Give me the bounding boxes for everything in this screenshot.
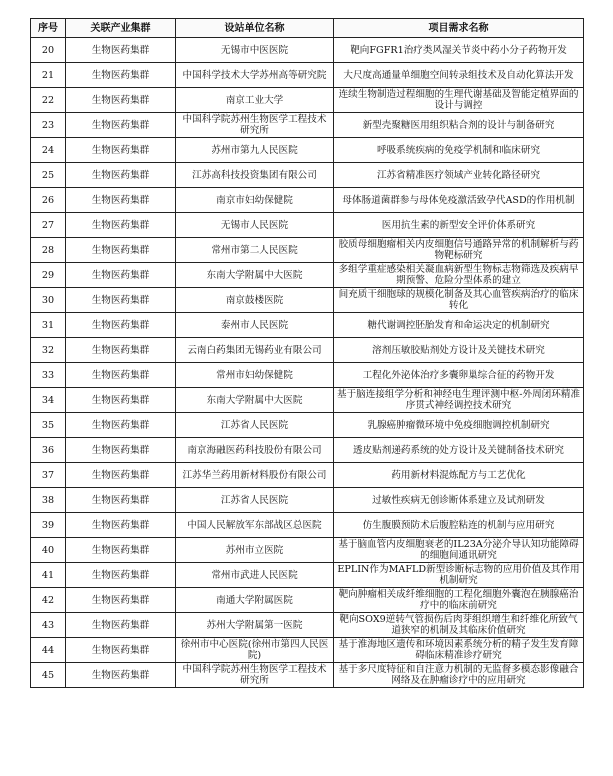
table-row: [31, 188, 584, 213]
cell-project: 过敏性疾病无创诊断体系建立及试剂研发: [334, 488, 584, 513]
table-row: [31, 313, 584, 338]
table-body: [31, 38, 584, 688]
table-row: [31, 638, 584, 663]
table-row: [31, 363, 584, 388]
document-page: [30, 18, 583, 688]
table-row: [31, 238, 584, 263]
cell-cluster: 生物医药集群: [66, 463, 176, 488]
cell-no: 39: [31, 513, 66, 538]
cell-no: 24: [31, 138, 66, 163]
cell-no: 23: [31, 113, 66, 138]
cell-unit: 江苏省人民医院: [176, 488, 334, 513]
cell-project: 基于淮海地区遗传和环境因素系统分析的精子发生发育障碍临床精准诊疗研究: [334, 638, 584, 663]
cell-unit: 江苏高科技投资集团有限公司: [176, 163, 334, 188]
header-unit: 设站单位名称: [176, 19, 334, 38]
cell-unit: 南京市妇幼保健院: [176, 188, 334, 213]
cell-no: 34: [31, 388, 66, 413]
project-table: [30, 18, 584, 688]
cell-project: 胶质母细胞瘤相关内皮细胞信号通路异常的机制解析与药物靶标研究: [334, 238, 584, 263]
table-row: [31, 163, 584, 188]
cell-cluster: 生物医药集群: [66, 338, 176, 363]
table-row: [31, 663, 584, 688]
cell-project: 乳腺癌肿瘤微环境中免疫细胞调控机制研究: [334, 413, 584, 438]
cell-cluster: 生物医药集群: [66, 513, 176, 538]
cell-project: 糖代谢调控胚胎发育和命运决定的机制研究: [334, 313, 584, 338]
cell-cluster: 生物医药集群: [66, 88, 176, 113]
cell-no: 26: [31, 188, 66, 213]
cell-unit: 无锡市中医医院: [176, 38, 334, 63]
cell-cluster: 生物医药集群: [66, 313, 176, 338]
table-row: [31, 463, 584, 488]
table-row: [31, 588, 584, 613]
header-cluster: 关联产业集群: [66, 19, 176, 38]
table-row: [31, 38, 584, 63]
cell-project: 间充质干细胞球的规模化制备及其心血管疾病治疗的临床转化: [334, 288, 584, 313]
cell-project: 基于多尺度特征和自注意力机制的无监督多模态影像融合网络及在肿瘤诊疗中的应用研究: [334, 663, 584, 688]
cell-cluster: 生物医药集群: [66, 413, 176, 438]
cell-unit: 常州市妇幼保健院: [176, 363, 334, 388]
cell-no: 40: [31, 538, 66, 563]
cell-no: 28: [31, 238, 66, 263]
cell-unit: 中国科学院苏州生物医学工程技术研究所: [176, 663, 334, 688]
cell-cluster: 生物医药集群: [66, 38, 176, 63]
table-row: [31, 288, 584, 313]
cell-project: 新型壳聚糖医用组织粘合剂的设计与制备研究: [334, 113, 584, 138]
header-project: 项目需求名称: [334, 19, 584, 38]
cell-unit: 中国科学技术大学苏州高等研究院: [176, 63, 334, 88]
cell-no: 33: [31, 363, 66, 388]
cell-no: 42: [31, 588, 66, 613]
cell-unit: 无锡市人民医院: [176, 213, 334, 238]
header-row: [31, 19, 584, 38]
cell-unit: 常州市武进人民医院: [176, 563, 334, 588]
table-row: [31, 388, 584, 413]
cell-cluster: 生物医药集群: [66, 488, 176, 513]
table-row: [31, 413, 584, 438]
cell-no: 30: [31, 288, 66, 313]
cell-no: 32: [31, 338, 66, 363]
cell-project: EPLIN作为MAFLD新型诊断标志物的应用价值及其作用机制研究: [334, 563, 584, 588]
cell-unit: 常州市第二人民医院: [176, 238, 334, 263]
cell-unit: 东南大学附属中大医院: [176, 263, 334, 288]
cell-project: 医用抗生素的新型安全评价体系研究: [334, 213, 584, 238]
cell-no: 29: [31, 263, 66, 288]
table-row: [31, 613, 584, 638]
cell-unit: 南京工业大学: [176, 88, 334, 113]
cell-unit: 江苏华兰药用新材料股份有限公司: [176, 463, 334, 488]
cell-project: 多组学重症感染相关凝血病新型生物标志物筛选及疾病早期预警、危险分型体系的建立: [334, 263, 584, 288]
cell-cluster: 生物医药集群: [66, 538, 176, 563]
table-header: [31, 19, 584, 38]
cell-cluster: 生物医药集群: [66, 213, 176, 238]
cell-unit: 江苏省人民医院: [176, 413, 334, 438]
cell-no: 38: [31, 488, 66, 513]
cell-no: 41: [31, 563, 66, 588]
cell-project: 大尺度高通量单细胞空间转录组技术及自动化算法开发: [334, 63, 584, 88]
cell-project: 靶向肿瘤相关成纤维细胞的工程化细胞外囊泡在胰腺癌治疗中的临床前研究: [334, 588, 584, 613]
cell-no: 43: [31, 613, 66, 638]
cell-no: 37: [31, 463, 66, 488]
cell-project: 靶向FGFR1治疗类风湿关节炎中药小分子药物开发: [334, 38, 584, 63]
cell-unit: 中国人民解放军东部战区总医院: [176, 513, 334, 538]
cell-cluster: 生物医药集群: [66, 238, 176, 263]
cell-cluster: 生物医药集群: [66, 663, 176, 688]
cell-no: 22: [31, 88, 66, 113]
cell-unit: 苏州市立医院: [176, 538, 334, 563]
cell-unit: 苏州市第九人民医院: [176, 138, 334, 163]
cell-unit: 泰州市人民医院: [176, 313, 334, 338]
cell-project: 工程化外泌体治疗多囊卵巢综合征的药物开发: [334, 363, 584, 388]
table-row: [31, 88, 584, 113]
cell-cluster: 生物医药集群: [66, 63, 176, 88]
cell-unit: 苏州大学附属第一医院: [176, 613, 334, 638]
table-row: [31, 263, 584, 288]
cell-no: 21: [31, 63, 66, 88]
cell-cluster: 生物医药集群: [66, 188, 176, 213]
cell-unit: 南京海融医药科技股份有限公司: [176, 438, 334, 463]
cell-cluster: 生物医药集群: [66, 163, 176, 188]
cell-project: 基于脑血管内皮细胞衰老的IL23A分泌介导认知功能障碍的细胞间通讯研究: [334, 538, 584, 563]
cell-no: 20: [31, 38, 66, 63]
cell-project: 基于脑连接组学分析和神经电生理评测中枢-外周闭环精准序贯式神经调控技术研究: [334, 388, 584, 413]
table-row: [31, 138, 584, 163]
table-row: [31, 513, 584, 538]
cell-project: 溶剂压敏胶贴剂处方设计及关键技术研究: [334, 338, 584, 363]
table-row: [31, 113, 584, 138]
table-row: [31, 438, 584, 463]
cell-cluster: 生物医药集群: [66, 638, 176, 663]
cell-project: 透皮贴剂递药系统的处方设计及关键制备技术研究: [334, 438, 584, 463]
cell-unit: 东南大学附属中大医院: [176, 388, 334, 413]
cell-project: 呼吸系统疾病的免疫学机制和临床研究: [334, 138, 584, 163]
cell-no: 44: [31, 638, 66, 663]
table-row: [31, 213, 584, 238]
table-row: [31, 563, 584, 588]
cell-project: 连续生物制造过程细胞的生理代谢基础及智能定植界面的设计与调控: [334, 88, 584, 113]
cell-no: 27: [31, 213, 66, 238]
cell-project: 仿生腹膜预防术后腹腔粘连的机制与应用研究: [334, 513, 584, 538]
table-row: [31, 338, 584, 363]
cell-unit: 中国科学院苏州生物医学工程技术研究所: [176, 113, 334, 138]
cell-cluster: 生物医药集群: [66, 563, 176, 588]
cell-project: 母体肠道菌群参与母体免疫激活致孕代ASD的作用机制: [334, 188, 584, 213]
cell-cluster: 生物医药集群: [66, 363, 176, 388]
cell-cluster: 生物医药集群: [66, 113, 176, 138]
cell-cluster: 生物医药集群: [66, 138, 176, 163]
cell-project: 江苏省精准医疗领域产业转化路径研究: [334, 163, 584, 188]
cell-project: 药用新材料混炼配方与工艺优化: [334, 463, 584, 488]
cell-cluster: 生物医药集群: [66, 438, 176, 463]
table-row: [31, 538, 584, 563]
cell-cluster: 生物医药集群: [66, 613, 176, 638]
cell-no: 25: [31, 163, 66, 188]
cell-cluster: 生物医药集群: [66, 388, 176, 413]
cell-project: 靶向SOX9逆转气管损伤后肉芽组织增生和纤维化所致气道狭窄的机制及其临床价值研究: [334, 613, 584, 638]
header-no: 序号: [31, 19, 66, 38]
cell-no: 31: [31, 313, 66, 338]
cell-no: 35: [31, 413, 66, 438]
table-row: [31, 488, 584, 513]
cell-unit: 南京鼓楼医院: [176, 288, 334, 313]
cell-cluster: 生物医药集群: [66, 288, 176, 313]
cell-cluster: 生物医药集群: [66, 263, 176, 288]
table-row: [31, 63, 584, 88]
cell-cluster: 生物医药集群: [66, 588, 176, 613]
cell-no: 45: [31, 663, 66, 688]
cell-unit: 南通大学附属医院: [176, 588, 334, 613]
cell-unit: 徐州市中心医院(徐州市第四人民医院): [176, 638, 334, 663]
cell-no: 36: [31, 438, 66, 463]
cell-unit: 云南白药集团无锡药业有限公司: [176, 338, 334, 363]
